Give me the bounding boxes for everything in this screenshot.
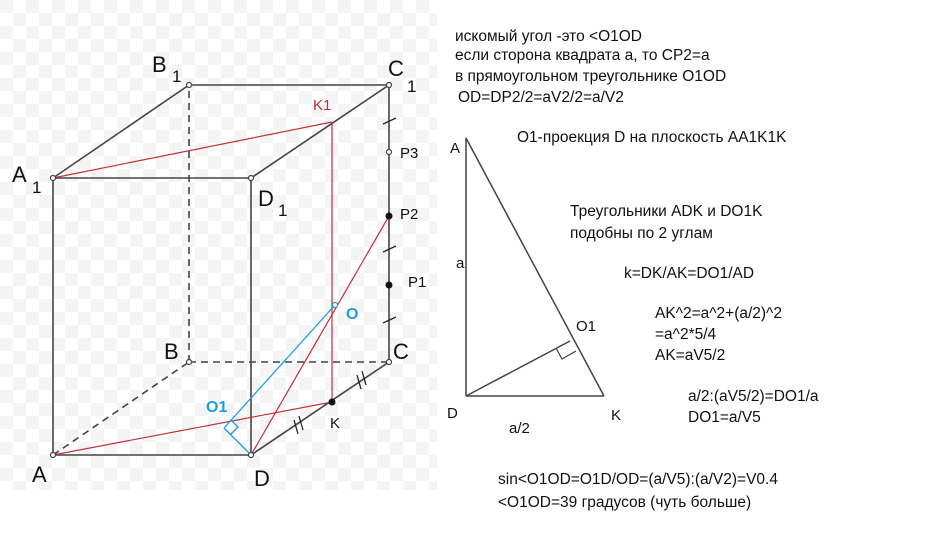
sketch-background: [0, 0, 437, 490]
label-o1: O1: [206, 399, 228, 416]
label-o: O: [346, 306, 359, 323]
note-line-8: k=DK/AK=DO1/AD: [624, 265, 755, 282]
point-p3: [387, 150, 392, 155]
label-d1-sub: 1: [278, 201, 288, 220]
tri-label-side-a: a: [456, 255, 465, 272]
point-o: [333, 303, 338, 308]
point-c1: [387, 83, 392, 88]
point-k: [329, 399, 336, 406]
point-p1: [386, 282, 393, 289]
label-c1: C: [388, 56, 404, 81]
tri-label-d: D: [447, 405, 458, 422]
solution-notes: [455, 28, 819, 511]
note-line-5: O1-проекция D на плоскость AA1K1K: [517, 129, 787, 146]
triangle-adk: [466, 138, 604, 396]
tri-label-a: A: [450, 140, 461, 157]
note-line-15: <O1OD=39 градусов (чуть больше): [498, 494, 752, 511]
tri-label-k: K: [611, 407, 622, 424]
note-line-3: в прямоугольном треугольнике O1OD: [455, 68, 727, 85]
label-b1: B: [152, 52, 167, 77]
point-d: [249, 453, 254, 458]
label-p3: P3: [400, 145, 419, 162]
tri-label-o1: O1: [576, 318, 597, 335]
point-b1: [187, 83, 192, 88]
label-k: K: [330, 415, 341, 432]
label-c: C: [393, 339, 409, 364]
point-a1: [51, 176, 56, 181]
label-p1: P1: [408, 274, 427, 291]
label-p2: P2: [400, 206, 419, 223]
note-line-11: AK=aV5/2: [655, 347, 726, 364]
note-line-2: если сторона квадрата а, то CP2=a: [455, 47, 710, 64]
point-b: [187, 360, 192, 365]
tri-altitude-do1: [466, 341, 570, 396]
label-c1-sub: 1: [407, 77, 417, 96]
note-line-10: =a^2*5/4: [655, 326, 717, 343]
label-k1: K1: [313, 97, 332, 114]
note-line-13: DO1=a/V5: [688, 409, 761, 426]
label-b: B: [164, 339, 179, 364]
label-d: D: [254, 466, 270, 491]
label-b1-sub: 1: [172, 67, 182, 86]
label-a1: A: [12, 162, 27, 187]
point-p2: [386, 213, 393, 220]
note-line-9: AK^2=a^2+(a/2)^2: [655, 305, 782, 322]
label-a1-sub: 1: [32, 178, 42, 197]
tri-side-ak: [466, 138, 604, 396]
label-a: A: [32, 462, 47, 487]
point-c: [387, 360, 392, 365]
note-line-12: a/2:(aV5/2)=DO1/a: [688, 388, 819, 405]
point-d1: [249, 176, 254, 181]
note-line-7: подобны по 2 углам: [570, 225, 713, 242]
tri-label-side-a2: a/2: [509, 420, 530, 437]
note-line-6: Треугольники ADK и DO1K: [570, 203, 763, 220]
point-a: [51, 453, 56, 458]
label-d1: D: [258, 186, 274, 211]
note-line-14: sin<O1OD=O1D/OD=(a/V5):(a/V2)=V0.4: [498, 471, 778, 488]
note-line-4: OD=DP2/2=aV2/2=a/V2: [458, 89, 624, 106]
note-line-1: искомый угол -это <O1OD: [455, 28, 642, 45]
tri-right-angle-mark: [556, 348, 576, 359]
